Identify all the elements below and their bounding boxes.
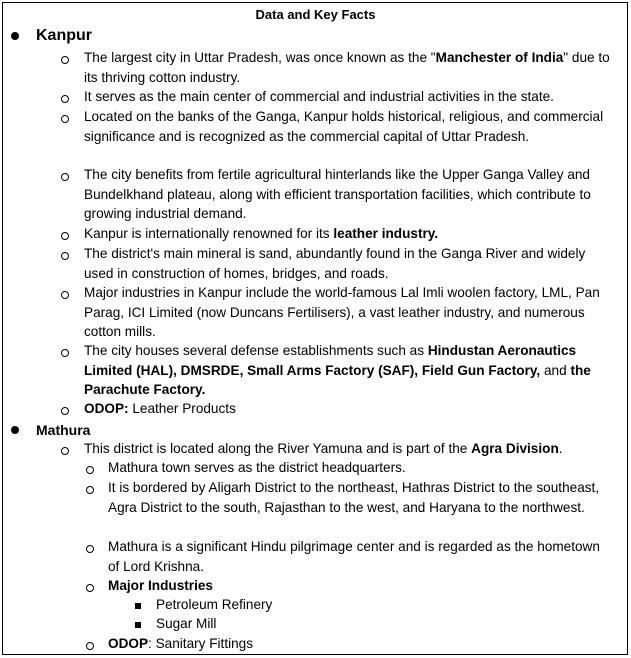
list-item: ODOP: Sanitary Fittings: [108, 636, 254, 651]
circle-bullet-icon: [61, 349, 69, 357]
circle-bullet-icon: [61, 232, 69, 240]
circle-bullet-icon: [61, 56, 69, 64]
circle-bullet-icon: [61, 115, 69, 123]
bullet-icon: [11, 426, 19, 434]
circle-bullet-icon: [61, 252, 69, 260]
circle-bullet-icon: [86, 642, 94, 650]
square-bullet-icon: [135, 603, 141, 609]
list-item: Petroleum Refinery: [156, 597, 273, 612]
section-heading-kanpur: Kanpur: [36, 27, 92, 44]
section-heading-mathura: Mathura: [36, 422, 91, 438]
circle-bullet-icon: [61, 407, 69, 415]
list-item: It serves as the main center of commercial and industrial activities in the state.: [84, 89, 554, 104]
list-item: Kanpur is internationally renowned for its leather industry.: [84, 226, 439, 241]
list-item: Sugar Mill: [156, 616, 217, 631]
list-item: The district's main mineral is sand, abundantly found in the Ganga River and widely used in construction of homes, bridges, and roads.: [84, 246, 586, 281]
list-item: Mathura town serves as the district headquarters.: [108, 460, 406, 475]
bullet-icon: [11, 32, 19, 40]
circle-bullet-icon: [61, 291, 69, 299]
circle-bullet-icon: [61, 173, 69, 181]
list-item: Major Industries: [108, 578, 213, 593]
list-item: Located on the banks of the Ganga, Kanpur holds historical, religious, and commercial significance and is recognized as the commercial capital of Uttar Pradesh.: [84, 109, 604, 144]
circle-bullet-icon: [86, 545, 94, 553]
list-item: Major industries in Kanpur include the world-famous Lal Imli woolen factory, LML, Pan Parag, ICI Limited (now Duncans Fertilisers), a vast leather industry, and numerous cotton mills.: [84, 285, 600, 339]
list-item: The city benefits from fertile agricultural hinterlands like the Upper Ganga Valley and Bundelkhand plateau, along with efficient transportation facilities, which contribute to growing industrial demand.: [84, 167, 591, 221]
list-item: The city houses several defense establishments such as Hindustan Aeronautics Limited (HAL), DMSRDE, Small Arms Factory (SAF), Field Gun Factory, and the Parachute Factory.: [84, 343, 591, 397]
square-bullet-icon: [135, 622, 141, 628]
circle-bullet-icon: [86, 486, 94, 494]
circle-bullet-icon: [61, 447, 69, 455]
list-item: This district is located along the River Yamuna and is part of the Agra Division.: [84, 441, 563, 456]
circle-bullet-icon: [86, 466, 94, 474]
list-item: ODOP: Leather Products: [84, 401, 236, 416]
list-item: It is bordered by Aligarh District to the northeast, Hathras District to the southeast, Agra District to the south, Rajasthan to the west, and Haryana to the northwest.: [108, 480, 600, 515]
circle-bullet-icon: [86, 584, 94, 592]
circle-bullet-icon: [61, 95, 69, 103]
page-title: Data and Key Facts: [255, 7, 376, 22]
list-item: The largest city in Uttar Pradesh, was once known as the "Manchester of India" due to its thriving cotton industry.: [84, 50, 610, 85]
list-item: Mathura is a significant Hindu pilgrimage center and is regarded as the hometown of Lord Krishna.: [108, 539, 600, 574]
